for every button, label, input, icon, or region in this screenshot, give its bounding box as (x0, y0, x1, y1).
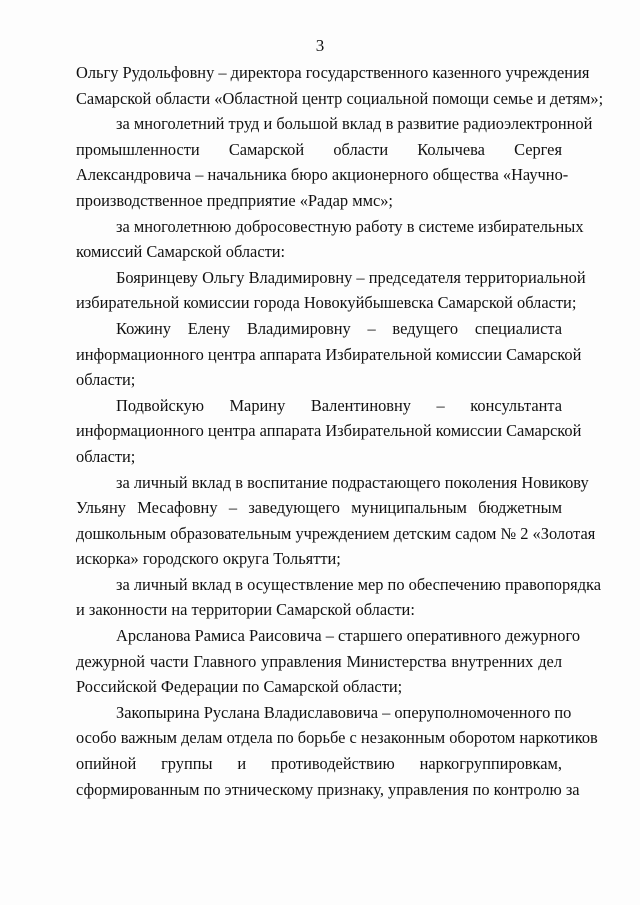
paragraph-3 (76, 214, 584, 265)
text-line: Подвойскую Марину Валентиновну – консультанта (116, 395, 562, 415)
text-line: дошкольным образовательным учреждением детским садом № 2 «Золотая (76, 523, 596, 543)
paragraph-4 (76, 265, 586, 316)
paragraph-8 (76, 572, 602, 623)
document-body (76, 60, 604, 802)
text-line: области; (76, 446, 136, 466)
text-line: промышленности Самарской области Колычева Сергея (76, 139, 562, 159)
text-line: Бояринцеву Ольгу Владимировну – председателя территориальной (116, 267, 586, 287)
paragraph-7 (76, 470, 596, 572)
text-line: области; (76, 370, 136, 390)
text-line: опийной группы и противодействию наркогруппировкам, (76, 754, 562, 774)
paragraph-2 (76, 111, 593, 213)
text-line: производственное предприятие «Радар ммс»; (76, 190, 393, 210)
paragraph-10 (76, 700, 598, 802)
text-line: за многолетний труд и большой вклад в развитие радиоэлектронной (116, 114, 593, 134)
text-line: за личный вклад в воспитание подрастающего поколения Новикову (116, 472, 589, 492)
text-line: сформированным по этническому признаку, управления по контролю за (76, 779, 580, 799)
text-line: Закопырина Руслана Владиславовича – оперуполномоченного по (116, 702, 572, 722)
text-line: особо важным делам отдела по борьбе с незаконным оборотом наркотиков (76, 728, 598, 748)
paragraph-1 (76, 60, 604, 111)
text-line: информационного центра аппарата Избирательной комиссии Самарской (76, 344, 582, 364)
text-line: Арсланова Рамиса Раисовича – старшего оперативного дежурного (116, 626, 581, 646)
text-line: Ульяну Месафовну – заведующего муниципальным бюджетным (76, 498, 562, 518)
paragraph-9 (76, 623, 581, 700)
paragraph-5 (76, 316, 582, 393)
paragraph-6 (76, 393, 582, 470)
page-number: 3 (315, 36, 325, 55)
text-line: за личный вклад в осуществление мер по обеспечению правопорядка (116, 574, 602, 594)
text-line: Ольгу Рудольфовну – директора государственного казенного учреждения (76, 63, 590, 82)
text-line: искорка» городского округа Тольятти; (76, 549, 341, 569)
text-line: Российской Федерации по Самарской области; (76, 677, 403, 697)
text-line: информационного центра аппарата Избирательной комиссии Самарской (76, 421, 582, 441)
text-line: дежурной части Главного управления Министерства внутренних дел (76, 651, 562, 671)
text-line: Самарской области «Областной центр социальной помощи семье и детям»; (76, 88, 604, 108)
text-line: Александровича – начальника бюро акционерного общества «Научно- (76, 165, 569, 185)
text-line: и законности на территории Самарской области: (76, 600, 415, 620)
text-line: комиссий Самарской области: (76, 242, 286, 262)
text-line: Кожину Елену Владимировну – ведущего специалиста (116, 318, 562, 338)
text-line: избирательной комиссии города Новокуйбышевска Самарской области; (76, 293, 577, 313)
text-line: за многолетнюю добросовестную работу в системе избирательных (116, 216, 584, 236)
